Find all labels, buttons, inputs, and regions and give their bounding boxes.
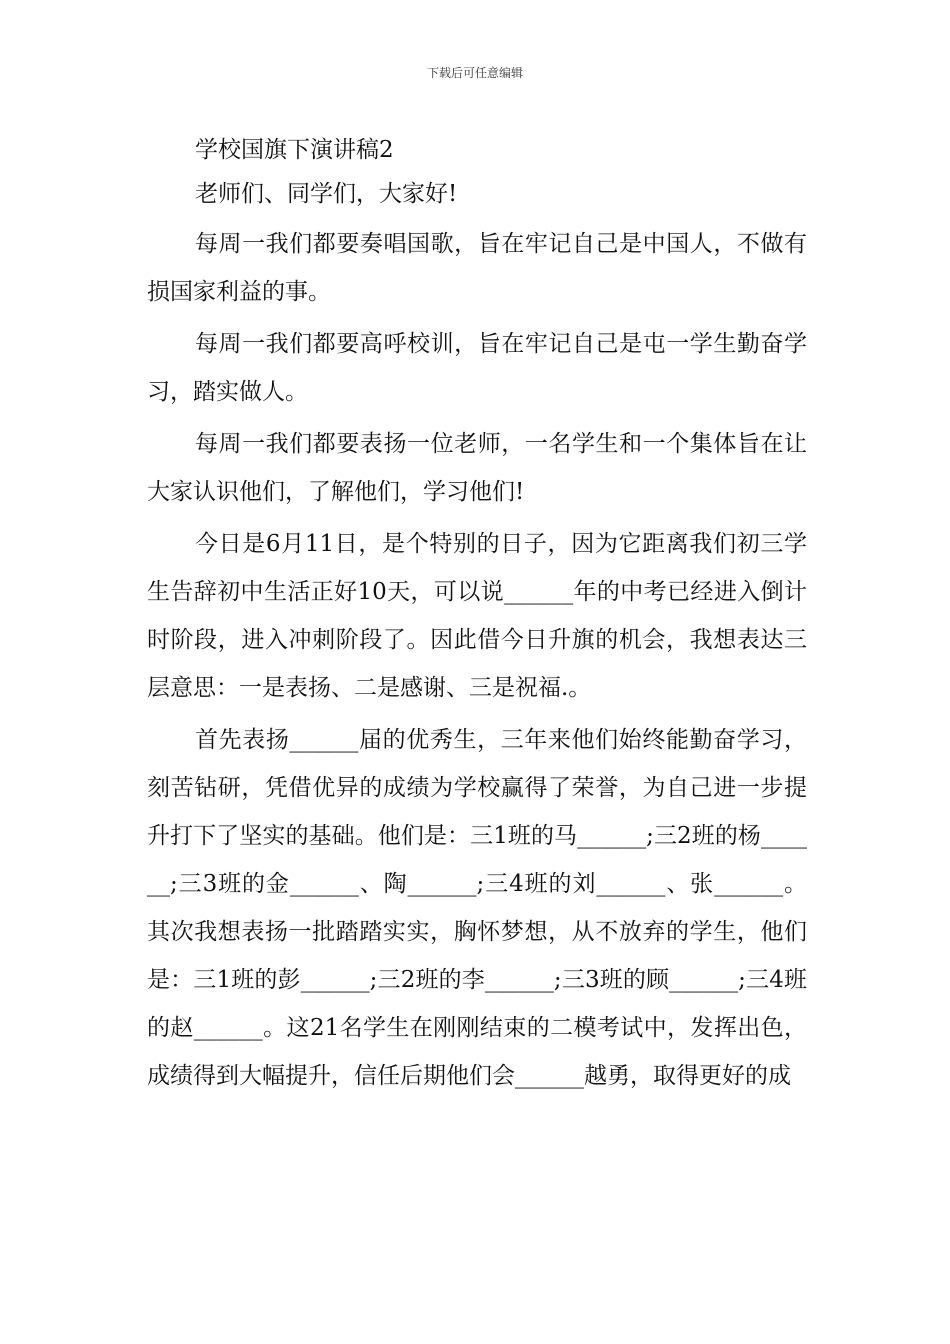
paragraph-anthem: 每周一我们都要奏唱国歌，旨在牢记自己是中国人，不做有损国家利益的事。: [147, 231, 807, 305]
paragraph-date: 今日是6月11日，是个特别的日子，因为它距离我们初三学生告辞初中生活正好10天，可以说______年的中考已经进入倒计时阶段，进入冲刺阶段了。因此借今日升旗的机会，我想表达三层意思：一是表扬、二是感谢、三是祝福.。: [147, 531, 807, 701]
paragraph-praise: 每周一我们都要表扬一位老师，一名学生和一个集体旨在让大家认识他们，了解他们，学习他们!: [147, 431, 807, 505]
paragraph-motto: 每周一我们都要高呼校训，旨在牢记自己是屯一学生勤奋学习，踏实做人。: [147, 331, 807, 405]
paragraph-students: 首先表扬______届的优秀生，三年来他们始终能勤奋学习，刻苦钻研，凭借优异的成绩为学校赢得了荣誉，为自己进一步提升打下了坚实的基础。他们是：三1班的马______;三2班的杨______;三3班的金______、陶______;三4班的刘______、张______。其次我想表扬一批踏踏实实，胸怀梦想，从不放弃的学生，他们是：三1班的彭______;三2班的李______;三3班的顾______;三4班的赵______。这21名学生在刚刚结束的二模考试中，发挥出色，成绩得到大幅提升，信任后期他们会______越勇，取得更好的成: [147, 727, 808, 1089]
document-title: 学校国旗下演讲稿2: [195, 137, 394, 163]
paragraph-greeting: 老师们、同学们，大家好!: [195, 181, 458, 207]
page-header-note: 下载后可任意编辑: [426, 66, 523, 80]
document-body: [147, 128, 807, 1100]
